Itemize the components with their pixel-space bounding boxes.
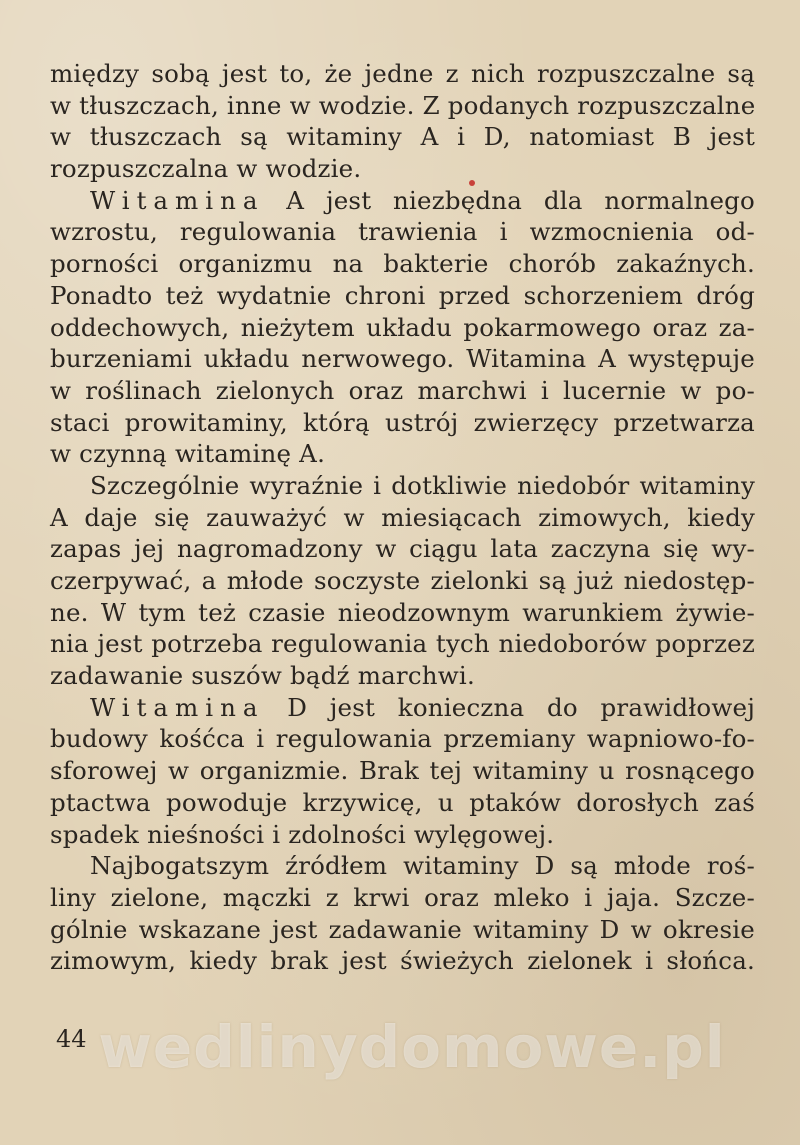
text-line: oddechowych, nieżytem układu pokarmowego oraz za- (50, 312, 755, 342)
text-line: Ponadto też wydatnie chroni przed schorzeniem dróg (50, 280, 755, 310)
text-line: w tłuszczach, inne w wodzie. Z podanych rozpuszczalne (50, 90, 756, 120)
text-line: burzeniami układu nerwowego. Witamina A występuje (50, 344, 755, 374)
text-line: wzrostu, regulowania trawienia i wzmocnienia od- (50, 217, 755, 247)
text-line: staci prowitaminy, którą ustrój zwierzęcy przetwarza (50, 407, 755, 437)
text-line: czerpywać, a młode soczyste zielonki są już niedostęp- (50, 566, 755, 595)
text-line: sforowej w organizmie. Brak tej witaminy u rosnącego (50, 756, 755, 786)
paragraph-deficiency-start: Szczególnie wyraźnie i dotkliwie niedobór witaminy (90, 470, 755, 500)
emphasized-term: Witamina (90, 692, 265, 722)
body-text (50, 58, 755, 977)
text-line: rozpuszczalna w wodzie. (50, 154, 362, 184)
text-line: w czynną witaminę A. (50, 439, 326, 469)
text-line: w roślinach zielonych oraz marchwi i lucernie w po- (50, 375, 755, 405)
text-line: zadawanie suszów bądź marchwi. (50, 661, 475, 691)
paragraph-sources-start: Najbogatszym źródłem witaminy D są młode roś- (90, 851, 755, 881)
text-line: ptactwa powoduje krzywicę, u ptaków dorosłych zaś (50, 787, 755, 817)
text-line: nia jest potrzeba regulowania tych niedoborów poprzez (50, 629, 755, 659)
paragraph-vitamin-a-start: Witamina A jest niezbędna dla normalnego (90, 185, 755, 215)
text-line: zimowym, kiedy brak jest świeżych zielonek i słońca. (50, 946, 755, 976)
text-line: spadek nieśności i zdolności wylęgowej. (50, 819, 555, 849)
watermark: wedlinydomowe.pl (98, 1013, 726, 1081)
text-line: gólnie wskazane jest zadawanie witaminy D w okresie (50, 914, 755, 944)
text-line: A daje się zauważyć w miesiącach zimowych, kiedy (50, 502, 755, 532)
text-line: liny zielone, mączki z krwi oraz mleko i jaja. Szcze- (50, 882, 755, 912)
text-line: ne. W tym też czasie nieodzownym warunkiem żywie- (50, 597, 755, 627)
paragraph-vitamin-d-start: Witamina D jest konieczna do prawidłowej (90, 692, 755, 722)
emphasized-term: Witamina (90, 185, 265, 215)
text-line: w tłuszczach są witaminy A i D, natomiast B jest (50, 122, 755, 152)
text-line: porności organizmu na bakterie chorób zakaźnych. (50, 249, 755, 279)
text-line: zapas jej nagromadzony w ciągu lata zaczyna się wy- (50, 534, 755, 564)
text-line: budowy kośćca i regulowania przemiany wapniowo-fo- (50, 724, 755, 754)
text-line: między sobą jest to, że jedne z nich rozpuszczalne są (50, 59, 755, 88)
page-number: 44 (56, 1025, 87, 1053)
